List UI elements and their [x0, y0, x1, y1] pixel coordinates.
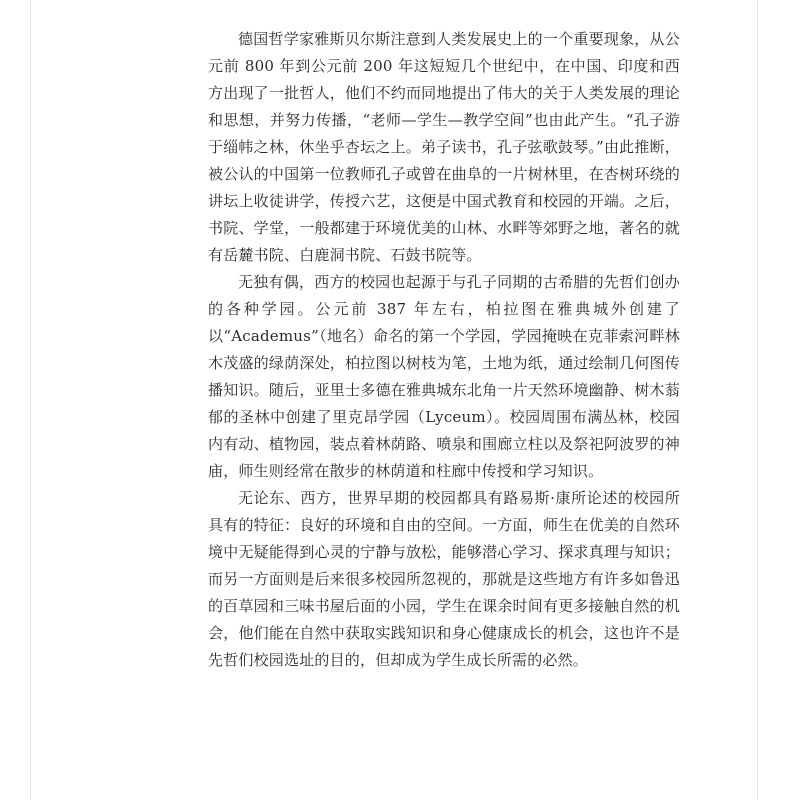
document-body	[208, 26, 680, 674]
paragraph-3: 无论东、西方，世界早期的校园都具有路易斯·康所论述的校园所具有的特征：良好的环境和自由的空间。一方面，师生在优美的自然环境中无疑能得到心灵的宁静与放松，能够潜心学习、探求真理与知识；而另一方面则是后来很多校园所忽视的，那就是这些地方有许多如鲁迅的百草园和三味书屋后面的小园，学生在课余时间有更多接触自然的机会，他们能在自然中获取实践知识和身心健康成长的机会，这也许不是先哲们校园选址的目的，但却成为学生成长所需的必然。	[208, 489, 680, 669]
paragraph-2: 无独有偶，西方的校园也起源于与孔子同期的古希腊的先哲们创办的各种学园。公元前 387 年左右，柏拉图在雅典城外创建了以“Academus”（地名）命名的第一个学园，学园掩映在克菲索河畔林木茂盛的绿荫深处，柏拉图以树枝为笔，土地为纸，通过绘制几何图传播知识。随后，亚里士多德在雅典城东北角一片天然环境幽静、树木蓊郁的圣林中创建了里克昂学园（Lyceum）。校园周围布满丛林，校园内有动、植物园，装点着林荫路、喷泉和围廊立柱以及祭祀阿波罗的神庙，师生则经常在散步的林荫道和柱廊中传授和学习知识。	[208, 273, 680, 480]
paragraph-1: 德国哲学家雅斯贝尔斯注意到人类发展史上的一个重要现象，从公元前 800 年到公元前 200 年这短短几个世纪中，在中国、印度和西方出现了一批哲人，他们不约而同地提出了伟大的关于人类发展的理论和思想，并努力传播，“老师—学生—教学空间”也由此产生。“孔子游于缁帏之林，休坐乎杏坛之上。弟子读书，孔子弦歌鼓琴。”由此推断，被公认的中国第一位教师孔子或曾在曲阜的一片树林里，在杏树环绕的讲坛上收徒讲学，传授六艺，这便是中国式教育和校园的开端。之后，书院、学堂，一般都建于环境优美的山林、水畔等郊野之地，著名的就有岳麓书院、白鹿洞书院、石鼓书院等。	[208, 30, 680, 264]
